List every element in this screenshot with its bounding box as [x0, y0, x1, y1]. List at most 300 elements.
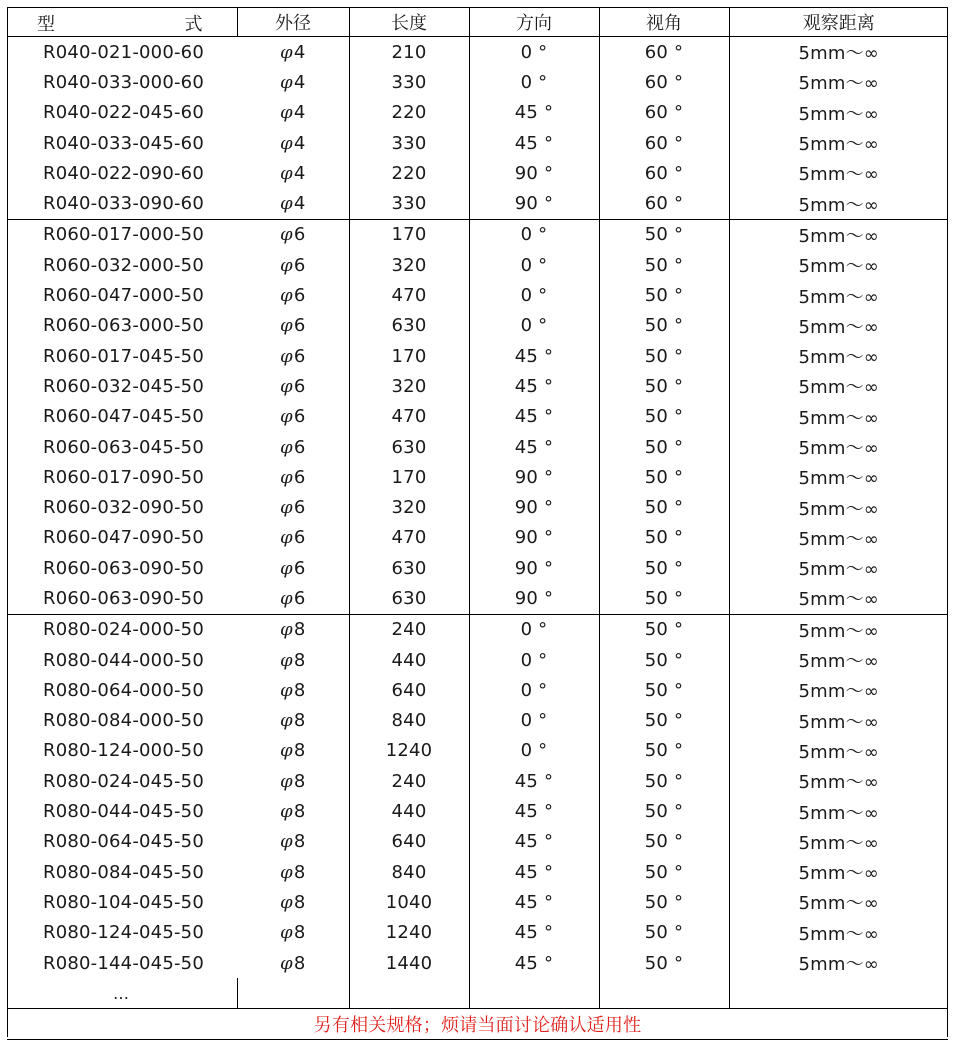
cell-direction: 45 °	[469, 766, 599, 796]
cell-diameter	[237, 341, 349, 371]
table-row-ellipsis	[7, 978, 948, 1009]
diameter-value: 8	[293, 649, 306, 671]
phi-symbol: φ	[280, 649, 293, 671]
cell-view-angle: 50 °	[599, 887, 729, 917]
cell-length: 840	[349, 706, 469, 736]
cell-direction: 45 °	[469, 918, 599, 948]
cell-diameter	[237, 706, 349, 736]
cell-distance: 5mm～∞	[729, 158, 948, 188]
cell-diameter	[237, 857, 349, 887]
table-row	[7, 857, 948, 887]
phi-symbol: φ	[280, 436, 293, 458]
cell-view-angle: 50 °	[599, 523, 729, 553]
table-row	[7, 796, 948, 826]
table-row	[7, 250, 948, 280]
cell-view-angle: 60 °	[599, 67, 729, 97]
cell-length: 840	[349, 857, 469, 887]
cell-distance: 5mm～∞	[729, 188, 948, 219]
phi-symbol: φ	[280, 801, 293, 823]
cell-length: 630	[349, 432, 469, 462]
cell-view-angle: 50 °	[599, 462, 729, 492]
cell-distance: 5mm～∞	[729, 887, 948, 917]
cell-direction: 90 °	[469, 583, 599, 614]
cell-distance: 5mm～∞	[729, 128, 948, 158]
cell-model: R060-017-045-50	[43, 345, 204, 367]
diameter-value: 6	[293, 285, 306, 307]
cell-direction: 45 °	[469, 402, 599, 432]
cell-diameter	[237, 371, 349, 401]
cell-direction: 45 °	[469, 128, 599, 158]
diameter-value: 4	[293, 193, 306, 215]
diameter-value: 6	[293, 497, 306, 519]
cell-direction: 0 °	[469, 67, 599, 97]
diameter-value: 4	[293, 132, 306, 154]
header-model	[7, 7, 237, 37]
cell-direction: 0 °	[469, 736, 599, 766]
cell-view-angle: 50 °	[599, 492, 729, 522]
empty-cell	[729, 978, 948, 1009]
cell-diameter	[237, 523, 349, 553]
cell-diameter	[237, 67, 349, 97]
phi-symbol: φ	[280, 922, 293, 944]
table-header	[7, 7, 948, 37]
spec-table	[7, 7, 948, 1040]
cell-direction: 45 °	[469, 827, 599, 857]
cell-diameter	[237, 645, 349, 675]
table-row	[7, 583, 948, 614]
cell-model: R080-024-000-50	[43, 619, 204, 641]
cell-length: 640	[349, 675, 469, 705]
phi-symbol: φ	[280, 345, 293, 367]
header-distance: 观察距离	[729, 7, 948, 37]
cell-model: R060-047-045-50	[43, 406, 204, 428]
table-row	[7, 432, 948, 462]
diameter-value: 6	[293, 375, 306, 397]
cell-distance: 5mm～∞	[729, 462, 948, 492]
cell-model: R080-064-045-50	[43, 831, 204, 853]
cell-view-angle: 50 °	[599, 766, 729, 796]
diameter-value: 8	[293, 770, 306, 792]
table-row	[7, 98, 948, 128]
phi-symbol: φ	[280, 285, 293, 307]
cell-diameter	[237, 918, 349, 948]
cell-view-angle: 60 °	[599, 188, 729, 219]
diameter-value: 6	[293, 587, 306, 609]
cell-view-angle: 50 °	[599, 583, 729, 614]
footer-row	[7, 1009, 948, 1040]
cell-direction: 90 °	[469, 492, 599, 522]
cell-model: R080-084-000-50	[43, 710, 204, 732]
phi-symbol: φ	[280, 102, 293, 124]
cell-length: 170	[349, 462, 469, 492]
cell-length: 440	[349, 796, 469, 826]
cell-model: R080-044-045-50	[43, 801, 204, 823]
cell-model: R080-024-045-50	[43, 770, 204, 792]
table-row	[7, 706, 948, 736]
phi-symbol: φ	[280, 557, 293, 579]
cell-length: 1440	[349, 948, 469, 978]
diameter-value: 8	[293, 619, 306, 641]
cell-diameter	[237, 948, 349, 978]
cell-diameter	[237, 462, 349, 492]
cell-direction: 45 °	[469, 796, 599, 826]
phi-symbol: φ	[280, 679, 293, 701]
cell-view-angle: 50 °	[599, 918, 729, 948]
cell-view-angle: 50 °	[599, 736, 729, 766]
cell-distance: 5mm～∞	[729, 523, 948, 553]
table-row	[7, 645, 948, 675]
cell-model: R040-022-090-60	[43, 162, 204, 184]
phi-symbol: φ	[280, 224, 293, 246]
cell-direction: 45 °	[469, 98, 599, 128]
cell-view-angle: 50 °	[599, 219, 729, 250]
diameter-value: 6	[293, 436, 306, 458]
cell-view-angle: 50 °	[599, 371, 729, 401]
cell-diameter	[237, 553, 349, 583]
cell-diameter	[237, 158, 349, 188]
table-row	[7, 523, 948, 553]
cell-distance: 5mm～∞	[729, 67, 948, 97]
phi-symbol: φ	[280, 375, 293, 397]
cell-model: R060-017-090-50	[43, 466, 204, 488]
cell-view-angle: 50 °	[599, 857, 729, 887]
cell-length: 630	[349, 311, 469, 341]
cell-model: R080-064-000-50	[43, 679, 204, 701]
cell-direction: 0 °	[469, 706, 599, 736]
cell-distance: 5mm～∞	[729, 796, 948, 826]
phi-symbol: φ	[280, 315, 293, 337]
diameter-value: 6	[293, 557, 306, 579]
cell-direction: 45 °	[469, 887, 599, 917]
table-row	[7, 614, 948, 645]
phi-symbol: φ	[280, 619, 293, 641]
diameter-value: 4	[293, 102, 306, 124]
phi-symbol: φ	[280, 587, 293, 609]
cell-length: 240	[349, 766, 469, 796]
table-row	[7, 492, 948, 522]
cell-direction: 90 °	[469, 158, 599, 188]
cell-direction: 45 °	[469, 432, 599, 462]
ellipsis: …	[113, 983, 130, 1003]
cell-model: R080-124-045-50	[43, 922, 204, 944]
cell-length: 320	[349, 250, 469, 280]
cell-length: 330	[349, 188, 469, 219]
empty-cell	[599, 978, 729, 1009]
cell-distance: 5mm～∞	[729, 250, 948, 280]
cell-view-angle: 60 °	[599, 128, 729, 158]
cell-length: 470	[349, 280, 469, 310]
cell-length: 170	[349, 341, 469, 371]
phi-symbol: φ	[280, 162, 293, 184]
cell-direction: 90 °	[469, 553, 599, 583]
cell-diameter	[237, 675, 349, 705]
header-diameter: 外径	[237, 7, 349, 37]
cell-distance: 5mm～∞	[729, 402, 948, 432]
cell-view-angle: 50 °	[599, 706, 729, 736]
footer-note: 另有相关规格；烦请当面讨论确认适用性	[7, 1009, 948, 1040]
header-row	[7, 7, 948, 37]
cell-length: 210	[349, 37, 469, 68]
diameter-value: 8	[293, 861, 306, 883]
phi-symbol: φ	[280, 466, 293, 488]
cell-model: R040-033-045-60	[43, 132, 204, 154]
header-view-angle: 视角	[599, 7, 729, 37]
cell-view-angle: 50 °	[599, 675, 729, 705]
table-row	[7, 280, 948, 310]
cell-model: R080-044-000-50	[43, 649, 204, 671]
diameter-value: 6	[293, 527, 306, 549]
diameter-value: 6	[293, 254, 306, 276]
diameter-value: 6	[293, 406, 306, 428]
diameter-value: 4	[293, 71, 306, 93]
cell-diameter	[237, 280, 349, 310]
cell-diameter	[237, 736, 349, 766]
cell-direction: 90 °	[469, 462, 599, 492]
cell-model: R080-144-045-50	[43, 952, 204, 974]
diameter-value: 8	[293, 740, 306, 762]
diameter-value: 6	[293, 345, 306, 367]
cell-view-angle: 60 °	[599, 98, 729, 128]
phi-symbol: φ	[280, 770, 293, 792]
table-row	[7, 67, 948, 97]
table-row	[7, 219, 948, 250]
cell-diameter	[237, 492, 349, 522]
cell-view-angle: 50 °	[599, 280, 729, 310]
cell-model: R040-033-090-60	[7, 188, 237, 219]
cell-view-angle: 60 °	[599, 158, 729, 188]
cell-direction: 90 °	[469, 188, 599, 219]
phi-symbol: φ	[280, 193, 293, 215]
cell-distance: 5mm～∞	[729, 948, 948, 978]
cell-model: R060-047-090-50	[43, 527, 204, 549]
cell-distance: 5mm～∞	[729, 736, 948, 766]
phi-symbol: φ	[280, 952, 293, 974]
diameter-value: 8	[293, 952, 306, 974]
table-row	[7, 37, 948, 68]
table-row	[7, 371, 948, 401]
cell-distance: 5mm～∞	[729, 583, 948, 614]
cell-length: 470	[349, 523, 469, 553]
diameter-value: 8	[293, 679, 306, 701]
cell-length: 240	[349, 614, 469, 645]
cell-direction: 0 °	[469, 645, 599, 675]
cell-length: 320	[349, 371, 469, 401]
diameter-value: 6	[293, 224, 306, 246]
cell-distance: 5mm～∞	[729, 280, 948, 310]
cell-direction: 45 °	[469, 371, 599, 401]
diameter-value: 4	[293, 162, 306, 184]
cell-diameter	[237, 98, 349, 128]
table-row	[7, 675, 948, 705]
header-model-char-1: 型	[37, 14, 55, 35]
cell-distance: 5mm～∞	[729, 432, 948, 462]
cell-length: 320	[349, 492, 469, 522]
cell-diameter	[237, 583, 349, 614]
table-row	[7, 948, 948, 978]
cell-model: R060-032-090-50	[43, 497, 204, 519]
cell-view-angle: 60 °	[599, 37, 729, 68]
phi-symbol: φ	[280, 41, 293, 63]
cell-diameter	[237, 432, 349, 462]
cell-distance: 5mm～∞	[729, 219, 948, 250]
cell-length: 640	[349, 827, 469, 857]
cell-length: 1240	[349, 918, 469, 948]
empty-cell	[469, 978, 599, 1009]
phi-symbol: φ	[280, 740, 293, 762]
cell-direction: 0 °	[469, 219, 599, 250]
cell-direction: 0 °	[469, 37, 599, 68]
cell-distance: 5mm～∞	[729, 766, 948, 796]
cell-view-angle: 50 °	[599, 402, 729, 432]
cell-view-angle: 50 °	[599, 948, 729, 978]
cell-model: R080-084-045-50	[43, 861, 204, 883]
phi-symbol: φ	[280, 831, 293, 853]
table-row	[7, 188, 948, 219]
cell-model: R060-063-000-50	[43, 315, 204, 337]
cell-diameter	[237, 402, 349, 432]
cell-view-angle: 50 °	[599, 341, 729, 371]
cell-diameter	[237, 887, 349, 917]
diameter-value: 8	[293, 891, 306, 913]
table-row	[7, 311, 948, 341]
cell-direction: 0 °	[469, 250, 599, 280]
table-row	[7, 341, 948, 371]
cell-view-angle: 50 °	[599, 553, 729, 583]
diameter-value: 8	[293, 710, 306, 732]
empty-cell	[237, 978, 349, 1009]
cell-diameter	[237, 311, 349, 341]
cell-distance: 5mm～∞	[729, 857, 948, 887]
phi-symbol: φ	[280, 71, 293, 93]
cell-length: 630	[349, 583, 469, 614]
cell-diameter	[237, 219, 349, 250]
table-row	[7, 887, 948, 917]
cell-distance: 5mm～∞	[729, 675, 948, 705]
cell-distance: 5mm～∞	[729, 341, 948, 371]
cell-view-angle: 50 °	[599, 645, 729, 675]
cell-length: 220	[349, 158, 469, 188]
cell-diameter	[237, 37, 349, 68]
diameter-value: 6	[293, 315, 306, 337]
cell-view-angle: 50 °	[599, 432, 729, 462]
table-row	[7, 462, 948, 492]
cell-distance: 5mm～∞	[729, 918, 948, 948]
cell-model: R080-104-045-50	[43, 891, 204, 913]
table-row	[7, 827, 948, 857]
header-length: 长度	[349, 7, 469, 37]
cell-diameter	[237, 614, 349, 645]
diameter-value: 8	[293, 801, 306, 823]
header-direction: 方向	[469, 7, 599, 37]
phi-symbol: φ	[280, 861, 293, 883]
cell-model: R060-032-045-50	[43, 375, 204, 397]
cell-view-angle: 50 °	[599, 311, 729, 341]
cell-view-angle: 50 °	[599, 827, 729, 857]
diameter-value: 6	[293, 466, 306, 488]
cell-direction: 90 °	[469, 523, 599, 553]
table-row	[7, 128, 948, 158]
cell-model: R060-047-000-50	[43, 285, 204, 307]
table-row	[7, 553, 948, 583]
cell-view-angle: 50 °	[599, 614, 729, 645]
cell-distance: 5mm～∞	[729, 492, 948, 522]
cell-length: 440	[349, 645, 469, 675]
cell-diameter	[237, 250, 349, 280]
table-footer	[7, 1009, 948, 1040]
cell-direction: 0 °	[469, 675, 599, 705]
cell-direction: 0 °	[469, 311, 599, 341]
cell-distance: 5mm～∞	[729, 37, 948, 68]
cell-direction: 45 °	[469, 341, 599, 371]
cell-model: R060-017-000-50	[43, 224, 204, 246]
cell-model: R040-022-045-60	[43, 102, 204, 124]
cell-direction: 0 °	[469, 614, 599, 645]
cell-diameter	[237, 796, 349, 826]
phi-symbol: φ	[280, 497, 293, 519]
cell-length: 220	[349, 98, 469, 128]
phi-symbol: φ	[280, 527, 293, 549]
cell-diameter	[237, 128, 349, 158]
cell-view-angle: 50 °	[599, 250, 729, 280]
phi-symbol: φ	[280, 406, 293, 428]
table-body	[7, 37, 948, 1009]
cell-distance: 5mm～∞	[729, 706, 948, 736]
cell-model: R040-033-000-60	[43, 71, 204, 93]
table-row	[7, 918, 948, 948]
cell-distance: 5mm～∞	[729, 645, 948, 675]
cell-length: 1040	[349, 887, 469, 917]
table-row	[7, 766, 948, 796]
phi-symbol: φ	[280, 891, 293, 913]
cell-model: R060-032-000-50	[43, 254, 204, 276]
cell-length: 170	[349, 219, 469, 250]
table-row	[7, 736, 948, 766]
diameter-value: 8	[293, 831, 306, 853]
cell-diameter	[237, 827, 349, 857]
phi-symbol: φ	[280, 710, 293, 732]
cell-length: 330	[349, 128, 469, 158]
cell-distance: 5mm～∞	[729, 371, 948, 401]
cell-length: 330	[349, 67, 469, 97]
table-row	[7, 402, 948, 432]
cell-distance: 5mm～∞	[729, 827, 948, 857]
header-model-char-2: 式	[184, 14, 203, 35]
empty-cell	[349, 978, 469, 1009]
cell-length: 1240	[349, 736, 469, 766]
cell-view-angle: 50 °	[599, 796, 729, 826]
cell-length: 470	[349, 402, 469, 432]
spec-sheet	[7, 7, 948, 1040]
cell-direction: 45 °	[469, 948, 599, 978]
cell-distance: 5mm～∞	[729, 614, 948, 645]
diameter-value: 4	[293, 41, 306, 63]
cell-model: R080-124-000-50	[43, 740, 204, 762]
phi-symbol: φ	[280, 254, 293, 276]
cell-direction: 45 °	[469, 857, 599, 887]
cell-model: R040-021-000-60	[43, 41, 204, 63]
cell-distance: 5mm～∞	[729, 553, 948, 583]
cell-length: 630	[349, 553, 469, 583]
cell-model: R060-063-045-50	[43, 436, 204, 458]
cell-diameter	[237, 188, 349, 219]
cell-model: R060-063-090-50	[7, 583, 237, 614]
phi-symbol: φ	[280, 132, 293, 154]
diameter-value: 8	[293, 922, 306, 944]
table-row	[7, 158, 948, 188]
cell-model: R060-063-090-50	[43, 557, 204, 579]
cell-direction: 0 °	[469, 280, 599, 310]
cell-distance: 5mm～∞	[729, 311, 948, 341]
